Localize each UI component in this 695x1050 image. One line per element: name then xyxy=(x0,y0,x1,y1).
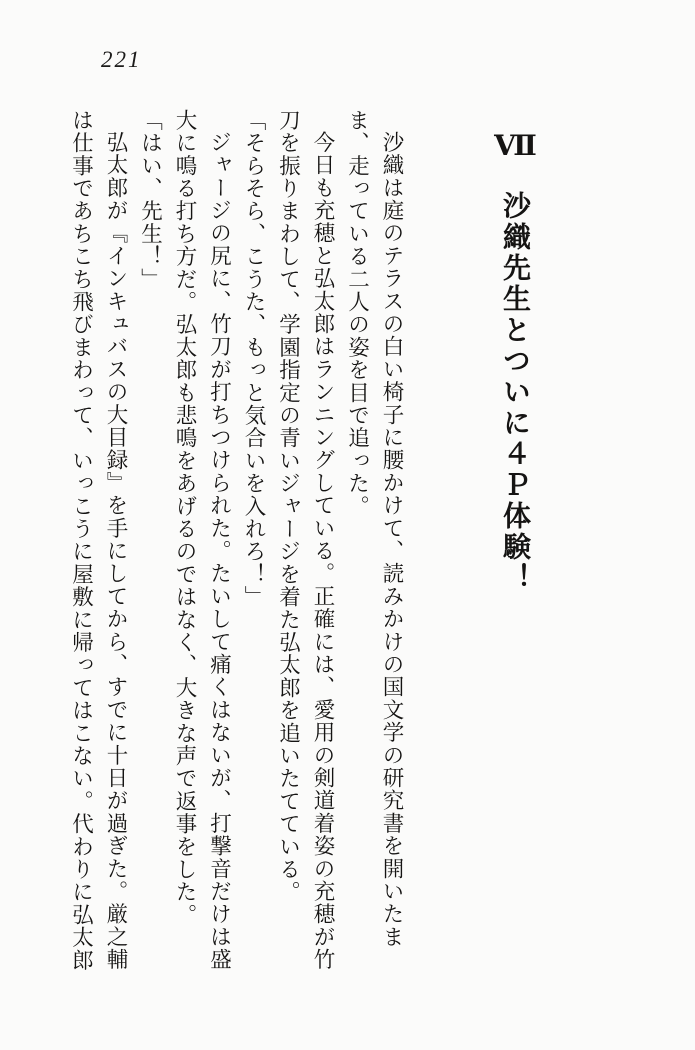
paragraph-5-dialogue: 「はい、先生！」 xyxy=(138,109,163,291)
body-text xyxy=(64,109,409,991)
paragraph-6: 弘太郎が『インキュバスの大目録』を手にしてから、すでに十日が過ぎた。厳之輔は仕事であちこち飛びまわって、いっこうに屋敷に帰ってはこない。代わりに弘太郎 xyxy=(69,109,128,972)
page-number: 221 xyxy=(101,47,142,72)
paragraph-2: 今日も充穂と弘太郎はランニングしている。正確には、愛用の剣道着姿の充穂が竹刀を振りまわして、学園指定の青いジャージを着た弘太郎を追いたてている。 xyxy=(276,109,335,971)
paragraph-3-dialogue: 「そらそら、こうた、もっと気合いを入れろ！」 xyxy=(242,109,266,609)
paragraph-1: 沙織は庭のテラスの白い椅子に腰かけて、読みかけの国文学の研究書を開いたまま、走っている二人の姿を目で追った。 xyxy=(345,109,404,948)
chapter-title: 沙織先生とついに４Ｐ体験！ xyxy=(499,191,530,594)
chapter-heading xyxy=(493,109,535,991)
chapter-numeral: Ⅶ xyxy=(499,129,530,165)
paragraph-4: ジャージの尻に、竹刀が打ちつけられた。たいして痛くはないが、打撃音だけは盛大に鳴る打ち方だ。弘太郎も悲鳴をあげるのではなく、大きな声で返事をした。 xyxy=(173,109,232,971)
page-text-block xyxy=(64,109,535,991)
